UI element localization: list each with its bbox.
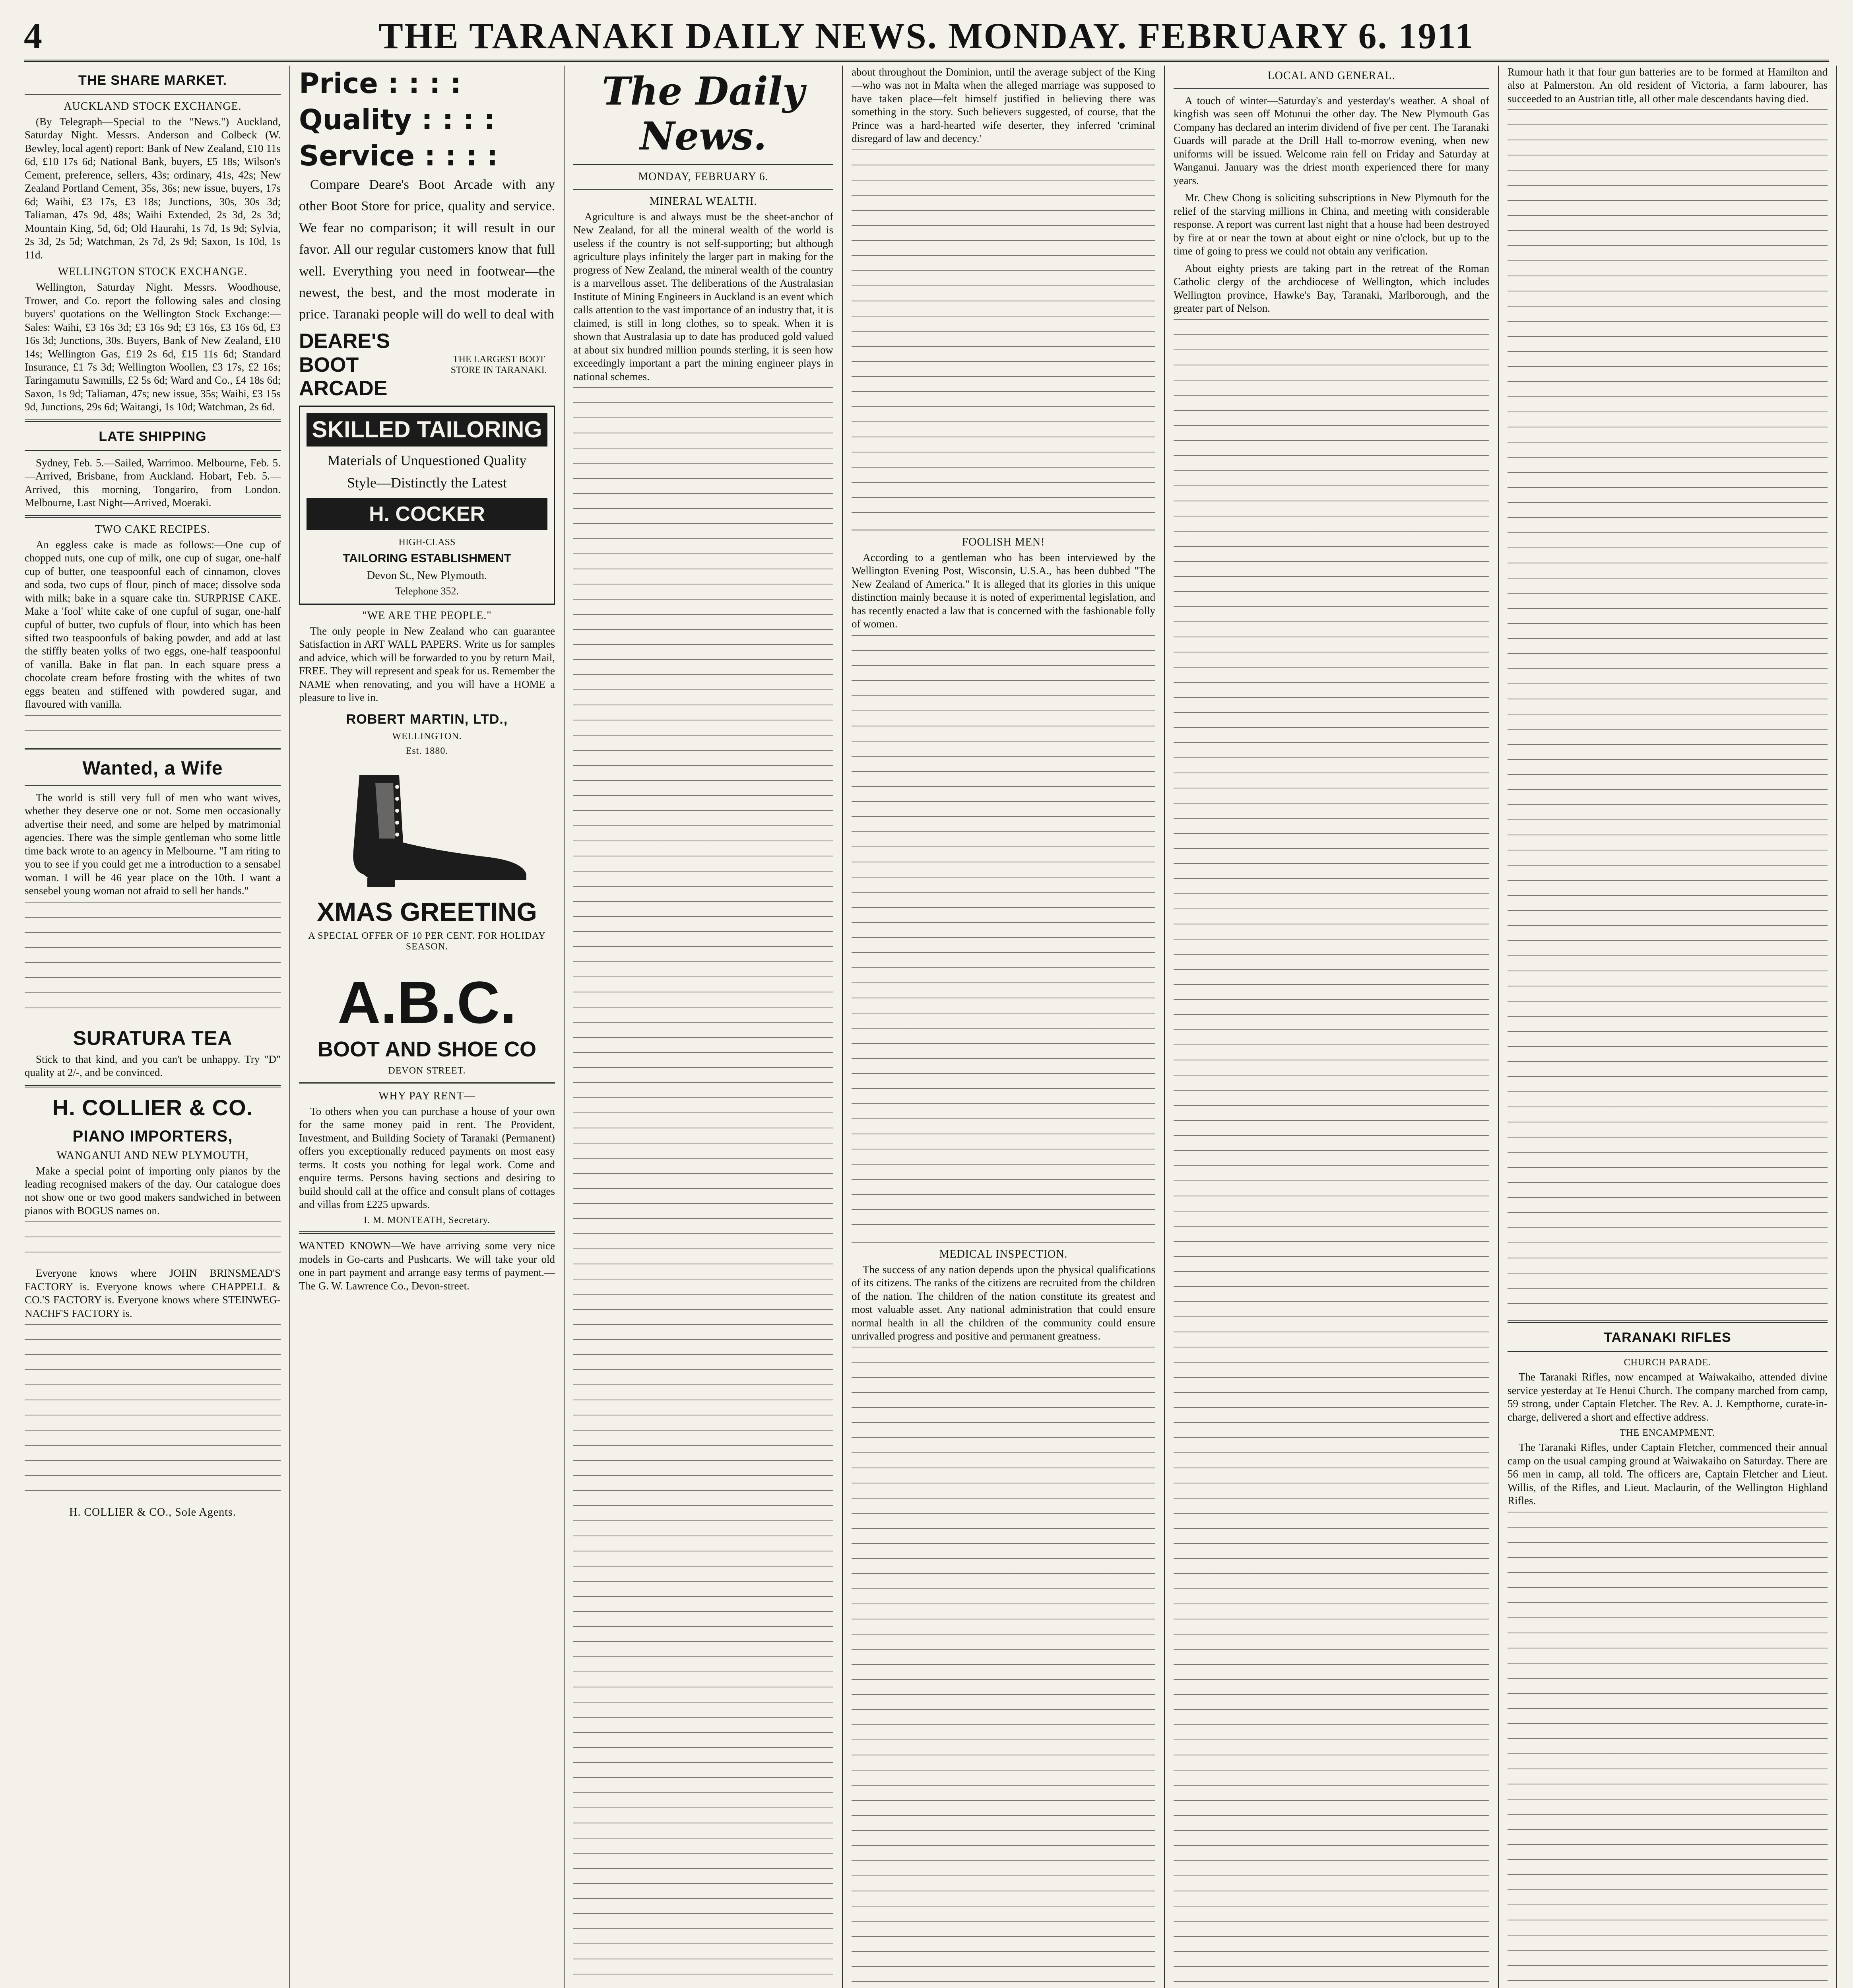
column-2 [290, 66, 565, 1988]
abc-heading: A.B.C. [338, 969, 516, 1036]
wellington-heading: WELLINGTON STOCK EXCHANGE. [58, 266, 248, 278]
people-heading: "WE ARE THE PEOPLE." [362, 609, 492, 622]
auckland-heading: AUCKLAND STOCK EXCHANGE. [64, 100, 242, 113]
rent-signature: I. M. MONTEATH, Secretary. [363, 1215, 491, 1226]
collier-place: WANGANUI AND NEW PLYMOUTH, [56, 1149, 249, 1162]
local-body: A touch of winter—Saturday's and yesterday's weather. A shoal of kingfish was seen off Motunui the other day. The New Plymouth Gas Company has declared an interim dividend of five per cent. The Taranaki Guards will parade at the Drill Hall to-morrow evening, when new uniforms will be issued. Welcome rain fell on Friday and Saturday at Wanganui. January was the driest month experienced there for many years. [1174, 95, 1489, 186]
cake-body: An eggless cake is made as follows:—One cup of chopped nuts, one cup of milk, one cup of sugar, one-half cup of butter, one teaspoonful each of cinnamon, cloves and soda, two cups of flour, pinch of mace; dissolve soda with milk; bake in a square cake tin. SURPRISE CAKE. Make a 'fool' white cake of one cupful of sugar, one-half cupful of butter, two cupfuls of flour, into which has been sifted two teaspoonfuls of baking powder, and add at last the stiffly beaten yolks of two eggs, one-half teaspoonful of vanilla. Bake in flat pan. In each square press a chocolate cream before frosting with the whites of two eggs beaten and stiffened with powdered sugar, and flavoured with vanilla. [25, 538, 281, 711]
auckland-body: (By Telegraph—Special to the "News.") Auckland, Saturday Night. Messrs. Anderson and Colbeck (W. Bewley, local agent) report: Bank of New Zealand, £10 11s 6d, £10 17s 6d; National Bank, buyers, £5 18s; Wilson's Cement, preference, sellers, 43s; ordinary, 41s, 42s; New Zealand Portland Cement, 35s, 36s; new issue, buyers, 17s 6d; Waihi, £3 17s, £3 18s; Junctions, 30s, 30s 3d; Taliaman, 47s 9d, 48s; Waihi Extended, 2s 3d, 2s 3d; Mountain King, 5d, 6d; Old Haurahi, 1s 7d, 1s 9d; Sylvia, 2s 3d, 2s 5d; Watchman, 2s 7d, 2s 9d; Saxon, 1s 10d, 1s 11d. [25, 116, 281, 261]
xmas-sub: A SPECIAL OFFER OF 10 PER CENT. FOR HOLIDAY SEASON. [308, 930, 546, 952]
xmas-heading: XMAS GREETING [317, 897, 537, 926]
wellington-body: Wellington, Saturday Night. Messrs. Woodhouse, Trower, and Co. report the following sales and closing buyers' quotations on the Wellington Stock Exchange:—Sales: Waihi, £3 16s 3d; £3 16s 9d; £3 16s, £3 16s 6d, £3 16s 3d; Junctions, 30s. Buyers, Bank of New Zealand, £10 14s; Wellington Gas, £19 2s 6d, £15 11s 6d; Standard Insurance, £1 7s 3d; Wellington Woollen, £3 17s, £2 16s; Taringamutu Sawmills, £2 5s 6d; Ward and Co., £4 18s 6d; Saxon, 1s 9d; Taliaman, 47s; new issue, 35s; Waihi, £3 15s 9d, Junctions, 29s 6d; Waitangi, 1s 10d; Watchman, 2s 6d. [25, 281, 281, 413]
column-1 [16, 66, 290, 1988]
mineral-body: Agriculture is and always must be the sheet-anchor of New Zealand, for all the mineral wealth of the world is useless if the country is not self-supporting; but although agriculture plays infinitely the larger part in making for the progress of New Zealand, the mineral wealth of the country is a marvellous asset. The deliberations of the Australasian Institute of Mining Engineers in Auckland is an event which calls attention to the vast importance of an industry that, it is claimed, is still in long clothes, so to speak. When it is shown that Australasia up to date has produced gold valued at about six hundred million pounds sterling, it is seen how exceedingly important a part the mining engineer plays in national schemes. [573, 211, 833, 382]
price-quality-service-ad: Price : : : : Quality : : : : Service : : : : [299, 67, 498, 172]
rifles-heading: TARANAKI RIFLES [1604, 1330, 1731, 1345]
collier-subheading: PIANO IMPORTERS, [72, 1127, 233, 1145]
collier-heading: H. COLLIER & CO. [52, 1095, 253, 1120]
masthead [24, 12, 1829, 62]
people-body: The only people in New Zealand who can guarantee Satisfaction in ART WALL PAPERS. Write us for samples and advice, which will be forwarded to you by return Mail, FREE. They will represent and speak for us. Remember the NAME when renovating, and you will have a HOME a pleasure to live in. [299, 625, 555, 704]
slander-continued: about throughout the Dominion, until the average subject of the King—who was not in Malta when the alleged marriage was supposed to have taken place—felt himself justified in believing there was something in the story. Such believers suggested, of course, that the Prince was a hard-hearted wife deserter, they inferred 'criminal disregard of law and decency.' [852, 66, 1155, 145]
deares-body: Compare Deare's Boot Arcade with any other Boot Store for price, quality and service. We fear no comparison; it will result in our favor. All our regular customers know that full well. Everything you need in footwear—the newest, the best, and the most moderate in price. Taranaki people will do well to deal with [299, 177, 555, 322]
local-body-3: About eighty priests are taking part in the retreat of the Roman Catholic clergy of the archdiocese of Wellington, which includes Wellington province, Hawke's Bay, Taranaki, Marlborough, and the greater part of Nelson. [1174, 262, 1489, 315]
suratura-heading: SURATURA TEA [73, 1027, 233, 1049]
share-market-heading: THE SHARE MARKET. [78, 73, 227, 88]
rent-heading: WHY PAY RENT— [378, 1089, 475, 1102]
medical-body: The success of any nation depends upon the physical qualifications of its citizens. The ranks of the citizens are recruited from the children of the nation. The children of the nation constitute its greatest and most valuable asset. Any national administration that could ensure normal health in all the children of the community could ensure unrivalled progress and positive and permanent greatness. [852, 1263, 1155, 1342]
church-heading: CHURCH PARADE. [1624, 1357, 1711, 1368]
column-4 [843, 66, 1165, 1988]
collier-body: Make a special point of importing only pianos by the leading recognised makers of the day. Our catalogue does not show one or two good makers sandwiched in between pianos with BOGUS names on. [25, 1165, 281, 1217]
deares-tag: THE LARGEST BOOT STORE IN TARANAKI. [450, 354, 547, 376]
cocker-sub: HIGH-CLASS [398, 537, 456, 547]
robert-place: WELLINGTON. [392, 731, 462, 742]
cocker-ad [299, 406, 555, 605]
mineral-heading: MINERAL WEALTH. [649, 195, 757, 208]
local-heading: LOCAL AND GENERAL. [1267, 70, 1395, 82]
cocker-establishment: TAILORING ESTABLISHMENT [343, 551, 511, 565]
boot-icon [316, 759, 538, 890]
editorial-flag: The Daily News. [602, 69, 805, 159]
shipping-body: Sydney, Feb. 5.—Sailed, Warrimoo. Melbourne, Feb. 5.—Arrived, Brisbane, from Auckland. Hobart, Feb. 5.—Arrived, this morning, Tongariro, from London. Melbourne, Last Night—Arrived, Moeraki. [25, 456, 281, 509]
wanted-known: WANTED KNOWN—We have arriving some very nice models in Go-carts and Pushcarts. We will take your old one in part payment and arrange easy terms of payment.—The G. W. Lawrence Co., Devon-street. [299, 1240, 555, 1292]
suratura-body: Stick to that kind, and you can't be unhappy. Try "D" quality at 2/-, and be convinced. [25, 1053, 281, 1079]
abc-street: DEVON STREET. [388, 1065, 466, 1076]
wife-heading: Wanted, a Wife [82, 757, 223, 779]
column-5 [1165, 66, 1499, 1988]
cocker-name: H. COCKER [307, 498, 547, 530]
robert-est: Est. 1880. [406, 746, 448, 756]
pqs-service: Service [299, 140, 415, 172]
church-body: The Taranaki Rifles, now encamped at Waiwakaiho, attended divine service yesterday at Te Henui Church. The company marched from camp, 59 strong, under Captain Fletcher. The Rev. A. J. Kempthorne, curate-in-charge, delivered a short and effective address. [1508, 1371, 1828, 1423]
deares-name: DEARE'S BOOT ARCADE [299, 329, 390, 400]
skilled-sub: Materials of Unquestioned Quality [327, 452, 527, 468]
collier-signature: H. COLLIER & CO., Sole Agents. [69, 1506, 236, 1519]
column-6 [1499, 66, 1837, 1988]
foolish-heading: FOOLISH MEN! [962, 536, 1045, 548]
column-3 [565, 66, 843, 1988]
robert-martin: ROBERT MARTIN, LTD., [346, 711, 508, 727]
medical-heading: MEDICAL INSPECTION. [939, 1248, 1068, 1260]
page-number: 4 [24, 16, 42, 56]
abc-sub: BOOT AND SHOE CO [317, 1037, 537, 1061]
cake-heading: TWO CAKE RECIPES. [95, 523, 210, 536]
wife-body: The world is still very full of men who want wives, whether they deserve one or not. Some men occasionally advertise their need, and some are helped by matrimonial agencies. There was the simple gentleman who some little time back wrote to an agency in Melbourne. "I am riting to you to see if you could get me a introduction to a sensabel woman. I will be 46 year place on the 10th. I want a sensebel young woman not afraid to sell her hands." [25, 791, 281, 897]
cocker-address: Devon St., New Plymouth. [367, 569, 487, 582]
encampment-heading: THE ENCAMPMENT. [1620, 1428, 1715, 1439]
pqs-quality: Quality [299, 103, 412, 136]
collier-tail: Everyone knows where JOHN BRINSMEAD'S FACTORY is. Everyone knows where CHAPPELL & CO.'S FACTORY is. Everyone knows where STEINWEG-NACHF'S FACTORY is. [25, 1267, 281, 1319]
boot-illustration [299, 759, 555, 890]
deares-banner [299, 330, 555, 401]
skilled-heading: SKILLED TAILORING [307, 413, 547, 447]
rumour-body: Rumour hath it that four gun batteries are to be formed at Hamilton and also at Palmerston. An old resident of Victoria, a farm labourer, has succeeded to an Austrian title, all other male descendants having died. [1508, 66, 1828, 105]
rent-body: To others when you can purchase a house of your own for the same money paid in rent. The Provident, Investment, and Building Society of Taranaki (Permanent) offers you exceptionally reduced payments on most easy terms. It costs you nothing for legal work. Come and enquire terms. Persons having sections and desiring to build should call at the office and consult plans of cottages and villas from £225 upwards. [299, 1105, 555, 1211]
shipping-heading: LATE SHIPPING [99, 429, 207, 444]
skilled-style: Style—Distinctly the Latest [347, 474, 507, 491]
local-body-2: Mr. Chew Chong is soliciting subscriptions in New Plymouth for the relief of the starving millions in China, and meeting with considerable response. A report was current last night that a house had been destroyed by fire at or near the town at about eight or nine o'clock, but up to the time of going to press we could not obtain any verification. [1174, 192, 1489, 257]
encampment-body: The Taranaki Rifles, under Captain Fletcher, commenced their annual camp on the usual camping ground at Waiwakaiho on Saturday. There are 56 men in camp, all told. The officers are, Captain Fletcher and Lieut. Willis, of the Rifles, and Lieut. Maclaurin, of the Wellington Highland Rifles. [1508, 1441, 1828, 1507]
editorial-dateline: MONDAY, FEBRUARY 6. [638, 171, 768, 183]
foolish-body: According to a gentleman who has been interviewed by the Wellington Evening Post, Wisconsin, U.S.A., has been dubbed "The New Zealand of America." It is alleged that its glories in this unique distinction mainly because it is noted of experimental legislation, and has recently enacted a law that is concerned with the fashionable folly of women. [852, 551, 1155, 630]
cocker-telephone: Telephone 352. [395, 585, 459, 597]
newspaper-title: THE TARANAKI DAILY NEWS. MONDAY. FEBRUARY 6. 1911 [378, 16, 1475, 56]
pqs-price: Price [299, 67, 378, 100]
